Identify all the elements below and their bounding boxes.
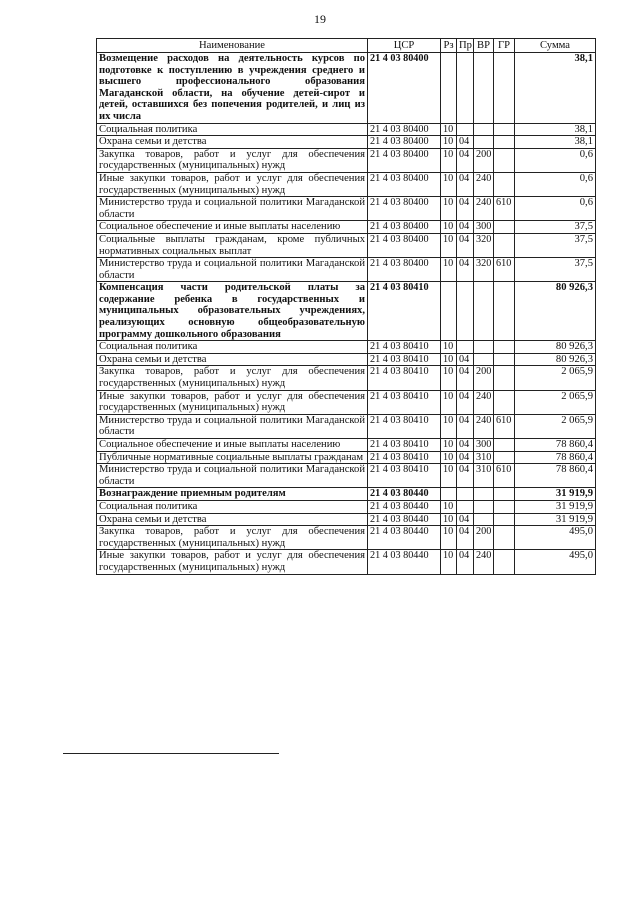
table-row: [97, 353, 596, 366]
row-rz-cell: 10: [441, 341, 457, 354]
row-name-cell: Социальное обеспечение и иные выплаты населению: [97, 221, 368, 234]
row-pr-cell: [457, 500, 474, 513]
row-name-cell: Иные закупки товаров, работ и услуг для обеспечения государственных (муниципальных) нужд: [97, 390, 368, 414]
row-gr-cell: 610: [494, 414, 515, 438]
table-row: [97, 341, 596, 354]
row-sum-cell: 31 919,9: [515, 513, 596, 526]
table-row: [97, 366, 596, 390]
table-row: [97, 464, 596, 488]
row-pr-cell: 04: [457, 221, 474, 234]
row-gr-cell: [494, 366, 515, 390]
table-row: [97, 451, 596, 464]
page-number: 19: [314, 12, 326, 26]
row-vr-cell: 310: [474, 451, 494, 464]
row-sum-cell: 80 926,3: [515, 341, 596, 354]
row-pr-cell: [457, 53, 474, 124]
table-row: [97, 136, 596, 149]
row-rz-cell: 10: [441, 464, 457, 488]
row-csr-cell: 21 4 03 80400: [368, 53, 441, 124]
table-header-row: [97, 39, 596, 53]
row-pr-cell: [457, 123, 474, 136]
row-gr-cell: [494, 390, 515, 414]
row-sum-cell: 80 926,3: [515, 282, 596, 341]
row-rz-cell: 10: [441, 451, 457, 464]
row-sum-cell: 37,5: [515, 258, 596, 282]
row-vr-cell: [474, 341, 494, 354]
row-csr-cell: 21 4 03 80440: [368, 500, 441, 513]
row-csr-cell: 21 4 03 80400: [368, 258, 441, 282]
table-row: [97, 550, 596, 574]
row-rz-cell: 10: [441, 366, 457, 390]
row-sum-cell: 80 926,3: [515, 353, 596, 366]
row-pr-cell: 04: [457, 526, 474, 550]
row-name-cell: Иные закупки товаров, работ и услуг для обеспечения государственных (муниципальных) нужд: [97, 550, 368, 574]
row-csr-cell: 21 4 03 80400: [368, 148, 441, 172]
row-rz-cell: 10: [441, 197, 457, 221]
row-pr-cell: 04: [457, 451, 474, 464]
row-name-cell: Вознаграждение приемным родителям: [97, 488, 368, 501]
row-gr-cell: [494, 526, 515, 550]
table-row: [97, 513, 596, 526]
table-body: [97, 53, 596, 575]
row-csr-cell: 21 4 03 80400: [368, 197, 441, 221]
row-sum-cell: 0,6: [515, 172, 596, 196]
row-sum-cell: 495,0: [515, 550, 596, 574]
row-vr-cell: 320: [474, 258, 494, 282]
row-vr-cell: 240: [474, 414, 494, 438]
row-pr-cell: 04: [457, 353, 474, 366]
row-rz-cell: 10: [441, 258, 457, 282]
row-gr-cell: [494, 488, 515, 501]
row-csr-cell: 21 4 03 80440: [368, 513, 441, 526]
row-pr-cell: 04: [457, 258, 474, 282]
row-name-cell: Министерство труда и социальной политики Магаданской области: [97, 197, 368, 221]
row-csr-cell: 21 4 03 80440: [368, 526, 441, 550]
row-vr-cell: 240: [474, 172, 494, 196]
row-name-cell: Социальная политика: [97, 500, 368, 513]
header-name: Наименование: [97, 39, 368, 53]
row-name-cell: Закупка товаров, работ и услуг для обеспечения государственных (муниципальных) нужд: [97, 366, 368, 390]
row-name-cell: Охрана семьи и детства: [97, 513, 368, 526]
row-sum-cell: 78 860,4: [515, 451, 596, 464]
row-rz-cell: [441, 488, 457, 501]
table-row: [97, 172, 596, 196]
row-csr-cell: 21 4 03 80410: [368, 390, 441, 414]
table-row: [97, 390, 596, 414]
row-vr-cell: [474, 513, 494, 526]
row-sum-cell: 38,1: [515, 136, 596, 149]
row-name-cell: Закупка товаров, работ и услуг для обеспечения государственных (муниципальных) нужд: [97, 148, 368, 172]
table-row: [97, 414, 596, 438]
row-pr-cell: 04: [457, 148, 474, 172]
row-pr-cell: [457, 341, 474, 354]
row-vr-cell: 310: [474, 464, 494, 488]
row-name-cell: Социальная политика: [97, 123, 368, 136]
row-gr-cell: 610: [494, 464, 515, 488]
row-vr-cell: 200: [474, 366, 494, 390]
row-rz-cell: 10: [441, 414, 457, 438]
row-vr-cell: [474, 282, 494, 341]
table-row: [97, 258, 596, 282]
row-vr-cell: 320: [474, 233, 494, 257]
row-sum-cell: 2 065,9: [515, 366, 596, 390]
table-row: [97, 233, 596, 257]
row-name-cell: Социальная политика: [97, 341, 368, 354]
row-vr-cell: 240: [474, 550, 494, 574]
row-vr-cell: 300: [474, 221, 494, 234]
table-row: [97, 488, 596, 501]
row-rz-cell: 10: [441, 148, 457, 172]
row-csr-cell: 21 4 03 80410: [368, 414, 441, 438]
header-sum: Сумма: [515, 39, 596, 53]
row-name-cell: Министерство труда и социальной политики Магаданской области: [97, 258, 368, 282]
row-name-cell: Министерство труда и социальной политики Магаданской области: [97, 414, 368, 438]
row-rz-cell: 10: [441, 439, 457, 452]
budget-table: [96, 38, 596, 575]
row-pr-cell: [457, 282, 474, 341]
row-name-cell: Министерство труда и социальной политики Магаданской области: [97, 464, 368, 488]
table-row: [97, 123, 596, 136]
footnote-divider: [63, 753, 279, 754]
row-vr-cell: 200: [474, 526, 494, 550]
row-pr-cell: 04: [457, 550, 474, 574]
row-vr-cell: [474, 353, 494, 366]
row-rz-cell: [441, 53, 457, 124]
table-row: [97, 526, 596, 550]
row-csr-cell: 21 4 03 80400: [368, 136, 441, 149]
row-sum-cell: 2 065,9: [515, 414, 596, 438]
row-rz-cell: 10: [441, 136, 457, 149]
row-vr-cell: [474, 53, 494, 124]
row-csr-cell: 21 4 03 80410: [368, 282, 441, 341]
row-sum-cell: 0,6: [515, 197, 596, 221]
row-vr-cell: [474, 123, 494, 136]
row-vr-cell: [474, 488, 494, 501]
row-rz-cell: 10: [441, 353, 457, 366]
header-pr: Пр: [457, 39, 474, 53]
row-rz-cell: 10: [441, 172, 457, 196]
row-sum-cell: 38,1: [515, 53, 596, 124]
row-gr-cell: [494, 282, 515, 341]
row-name-cell: Компенсация части родительской платы за содержание ребенка в государственных и муниципальных образовательных учреждениях, реализующих основную общеобразовательную программу дошкольного образования: [97, 282, 368, 341]
table-row: [97, 282, 596, 341]
row-pr-cell: 04: [457, 464, 474, 488]
row-gr-cell: [494, 500, 515, 513]
header-rz: Рз: [441, 39, 457, 53]
row-gr-cell: [494, 123, 515, 136]
table-row: [97, 500, 596, 513]
header-vr: ВР: [474, 39, 494, 53]
row-name-cell: Охрана семьи и детства: [97, 136, 368, 149]
row-rz-cell: 10: [441, 513, 457, 526]
row-csr-cell: 21 4 03 80410: [368, 366, 441, 390]
row-csr-cell: 21 4 03 80440: [368, 550, 441, 574]
row-vr-cell: 300: [474, 439, 494, 452]
row-pr-cell: 04: [457, 390, 474, 414]
table-row: [97, 53, 596, 124]
row-name-cell: Социальные выплаты гражданам, кроме публичных нормативных социальных выплат: [97, 233, 368, 257]
row-vr-cell: 200: [474, 148, 494, 172]
row-pr-cell: 04: [457, 172, 474, 196]
row-gr-cell: [494, 451, 515, 464]
row-gr-cell: 610: [494, 197, 515, 221]
row-csr-cell: 21 4 03 80410: [368, 464, 441, 488]
row-gr-cell: [494, 353, 515, 366]
row-csr-cell: 21 4 03 80400: [368, 233, 441, 257]
row-vr-cell: 240: [474, 197, 494, 221]
row-name-cell: Возмещение расходов на деятельность курсов по подготовке к поступлению в учреждения среднего и высшего профессионального образования Магаданской области, на обучение детей-сирот и детей, оставшихся без попечения родителей, и лиц из их числа: [97, 53, 368, 124]
table-row: [97, 197, 596, 221]
row-vr-cell: [474, 500, 494, 513]
row-csr-cell: 21 4 03 80400: [368, 172, 441, 196]
row-name-cell: Публичные нормативные социальные выплаты гражданам: [97, 451, 368, 464]
row-pr-cell: 04: [457, 136, 474, 149]
row-name-cell: Социальное обеспечение и иные выплаты населению: [97, 439, 368, 452]
row-gr-cell: [494, 221, 515, 234]
row-sum-cell: 31 919,9: [515, 488, 596, 501]
row-gr-cell: [494, 172, 515, 196]
row-gr-cell: [494, 439, 515, 452]
row-sum-cell: 37,5: [515, 233, 596, 257]
table-row: [97, 439, 596, 452]
row-rz-cell: 10: [441, 390, 457, 414]
row-sum-cell: 38,1: [515, 123, 596, 136]
row-pr-cell: [457, 488, 474, 501]
row-rz-cell: 10: [441, 233, 457, 257]
row-gr-cell: [494, 233, 515, 257]
row-name-cell: Охрана семьи и детства: [97, 353, 368, 366]
row-csr-cell: 21 4 03 80440: [368, 488, 441, 501]
row-rz-cell: 10: [441, 500, 457, 513]
row-gr-cell: [494, 148, 515, 172]
row-rz-cell: 10: [441, 123, 457, 136]
row-vr-cell: [474, 136, 494, 149]
row-rz-cell: 10: [441, 526, 457, 550]
row-pr-cell: 04: [457, 414, 474, 438]
row-pr-cell: 04: [457, 233, 474, 257]
row-gr-cell: [494, 550, 515, 574]
row-pr-cell: 04: [457, 439, 474, 452]
row-sum-cell: 0,6: [515, 148, 596, 172]
row-gr-cell: 610: [494, 258, 515, 282]
row-sum-cell: 37,5: [515, 221, 596, 234]
row-csr-cell: 21 4 03 80400: [368, 221, 441, 234]
row-csr-cell: 21 4 03 80410: [368, 439, 441, 452]
header-gr: ГР: [494, 39, 515, 53]
row-name-cell: Закупка товаров, работ и услуг для обеспечения государственных (муниципальных) нужд: [97, 526, 368, 550]
row-csr-cell: 21 4 03 80410: [368, 451, 441, 464]
row-gr-cell: [494, 136, 515, 149]
row-sum-cell: 2 065,9: [515, 390, 596, 414]
row-gr-cell: [494, 341, 515, 354]
row-rz-cell: 10: [441, 550, 457, 574]
row-pr-cell: 04: [457, 513, 474, 526]
row-rz-cell: [441, 282, 457, 341]
row-csr-cell: 21 4 03 80410: [368, 341, 441, 354]
row-vr-cell: 240: [474, 390, 494, 414]
row-sum-cell: 31 919,9: [515, 500, 596, 513]
row-sum-cell: 78 860,4: [515, 464, 596, 488]
row-pr-cell: 04: [457, 197, 474, 221]
row-csr-cell: 21 4 03 80410: [368, 353, 441, 366]
header-csr: ЦСР: [368, 39, 441, 53]
row-pr-cell: 04: [457, 366, 474, 390]
row-sum-cell: 495,0: [515, 526, 596, 550]
row-csr-cell: 21 4 03 80400: [368, 123, 441, 136]
row-sum-cell: 78 860,4: [515, 439, 596, 452]
row-gr-cell: [494, 53, 515, 124]
table-row: [97, 148, 596, 172]
row-name-cell: Иные закупки товаров, работ и услуг для обеспечения государственных (муниципальных) нужд: [97, 172, 368, 196]
row-rz-cell: 10: [441, 221, 457, 234]
row-gr-cell: [494, 513, 515, 526]
table-row: [97, 221, 596, 234]
